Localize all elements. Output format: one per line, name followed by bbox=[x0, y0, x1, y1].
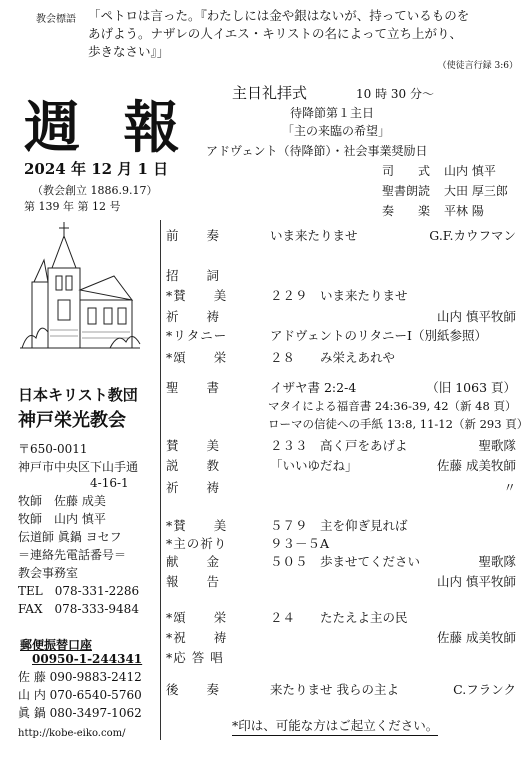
order-item-leader: C.フランク bbox=[453, 682, 516, 697]
column-divider bbox=[160, 220, 161, 740]
order-item-content: ９３－５A bbox=[270, 536, 330, 551]
church-illustration bbox=[14, 220, 146, 360]
issue-date: 2024 年 12 月 1 日 bbox=[24, 160, 169, 178]
office-label: 教会事務室 bbox=[18, 566, 79, 580]
address-line: 神戸市中央区下山手通 bbox=[18, 460, 139, 474]
order-item-label: 前 奏 bbox=[166, 228, 221, 243]
order-item-label: 祈 祷 bbox=[166, 309, 221, 324]
motto-line-1: 「ペトロは言った。『わたしには金や銀はないが、持っているものを bbox=[88, 8, 470, 23]
order-item-label: 招 詞 bbox=[166, 268, 221, 283]
order-item-label: *主の祈り bbox=[166, 536, 228, 551]
postal-code: 〒650-0011 bbox=[18, 442, 88, 456]
evangelist-line: 伝道師 眞鍋 ヨセフ bbox=[18, 530, 122, 544]
order-item-label: *祝 祷 bbox=[166, 630, 228, 645]
order-item-content: 「いいゆだね」 bbox=[270, 458, 358, 473]
phone-line: 山 内 070-6540-5760 bbox=[18, 688, 142, 702]
order-item-label: 祈 祷 bbox=[166, 480, 221, 495]
order-item-content: ５７９ 主を仰ぎ見れば bbox=[270, 518, 408, 533]
order-item-label: *賛 美 bbox=[166, 518, 228, 533]
service-subtitle: 待降節第１主日 bbox=[290, 106, 375, 120]
motto-line-2: あげよう。ナザレの人イエス・キリストの名によって立ち上がり、 bbox=[88, 26, 463, 41]
order-item-leader: 〃 bbox=[503, 480, 516, 495]
order-item-label: *リタニー bbox=[166, 328, 228, 343]
pastor-line: 牧師 山内 慎平 bbox=[18, 512, 106, 526]
contact-heading: ＝連絡先電話番号＝ bbox=[18, 548, 127, 562]
motto-label: 教会標語 bbox=[36, 14, 76, 25]
order-item-content: ２２９ いま来たりませ bbox=[270, 288, 408, 303]
order-item-content: いま来たりませ bbox=[270, 228, 358, 243]
order-item-content: ２８ み栄えあれや bbox=[270, 350, 396, 365]
volume-number: 第 139 年 第 12 号 bbox=[24, 200, 121, 213]
order-item-leader: （旧 1063 頁） bbox=[426, 380, 516, 395]
order-item-label: *頌 栄 bbox=[166, 350, 228, 365]
church-name: 神戸栄光教会 bbox=[18, 410, 126, 431]
officer-name: 平林 陽 bbox=[444, 204, 484, 218]
order-item-label: 聖 書 bbox=[166, 380, 221, 395]
service-title: 主日礼拝式 bbox=[232, 84, 308, 102]
order-item-content: 来たりませ 我らの主よ bbox=[270, 682, 399, 697]
order-item-label: 後 奏 bbox=[166, 682, 221, 697]
tel-line: TEL 078-331-2286 bbox=[18, 584, 140, 598]
fax-line: FAX 078-333-9484 bbox=[18, 602, 139, 616]
order-item-leader: 佐藤 成美牧師 bbox=[437, 630, 516, 645]
website-link[interactable]: http://kobe-eiko.com/ bbox=[18, 728, 126, 739]
order-item-content: イザヤ書 2:2-4 bbox=[270, 380, 357, 395]
phone-line: 眞 鍋 080-3497-1062 bbox=[18, 706, 142, 720]
order-item-label: 献 金 bbox=[166, 554, 221, 569]
order-item-leader: 聖歌隊 bbox=[478, 554, 516, 569]
pastor-line: 牧師 佐藤 成美 bbox=[18, 494, 106, 508]
order-item-label: 賛 美 bbox=[166, 438, 221, 453]
order-item-content: ２４ たたえよ主の民 bbox=[270, 610, 408, 625]
order-item-label: *応 答 唱 bbox=[166, 650, 224, 665]
order-item-leader: 聖歌隊 bbox=[478, 438, 516, 453]
service-time: 10 時 30 分～ bbox=[356, 87, 434, 101]
order-item-label: *頌 栄 bbox=[166, 610, 228, 625]
service-occasion: アドヴェント（待降節）・社会事業奨励日 bbox=[206, 144, 428, 158]
order-item-leader: 山内 慎平牧師 bbox=[437, 309, 516, 324]
order-item-label: 説 教 bbox=[166, 458, 221, 473]
phone-line: 佐 藤 090-9883-2412 bbox=[18, 670, 142, 684]
order-item-content: アドヴェントのリタニーⅠ（別紙参照） bbox=[270, 328, 487, 343]
service-theme: 「主の来臨の希望」 bbox=[282, 124, 391, 138]
order-item-content: ５０５ 歩ませてください bbox=[270, 554, 421, 569]
church-organization: 日本キリスト教団 bbox=[18, 386, 138, 404]
address-number: 4-16-1 bbox=[18, 476, 129, 490]
postal-account-number: 00950-1-244341 bbox=[32, 652, 143, 666]
officer-role: 聖書朗読 bbox=[382, 184, 431, 198]
officer-role: 奏 楽 bbox=[382, 204, 431, 218]
order-item-content: マタイによる福音書 24:36-39, 42（新 48 頁） bbox=[268, 399, 517, 413]
postal-account-label: 郵便振替口座 bbox=[20, 638, 93, 652]
officer-role: 司 式 bbox=[382, 164, 431, 178]
order-item-leader: 佐藤 成美牧師 bbox=[437, 458, 516, 473]
motto-line-3: 歩きなさい』」 bbox=[88, 44, 170, 59]
motto-reference: （使徒言行録 3:6） bbox=[437, 61, 518, 71]
officer-name: 大田 厚三郎 bbox=[444, 184, 508, 198]
page-title: 週 報 bbox=[24, 95, 192, 161]
founded-note: （教会創立 1886.9.17） bbox=[32, 184, 158, 197]
order-item-content: ２３３ 高く戸をあげよ bbox=[270, 438, 408, 453]
order-item-content: ローマの信徒への手紙 13:8, 11-12（新 293 頁） bbox=[268, 417, 529, 431]
order-item-leader: 山内 慎平牧師 bbox=[437, 574, 516, 589]
standing-note: *印は、可能な方はご起立ください。 bbox=[232, 716, 438, 736]
order-item-label: *賛 美 bbox=[166, 288, 228, 303]
order-item-label: 報 告 bbox=[166, 574, 221, 589]
officer-name: 山内 慎平 bbox=[444, 164, 496, 178]
order-item-leader: G.F.カウフマン bbox=[429, 228, 516, 243]
